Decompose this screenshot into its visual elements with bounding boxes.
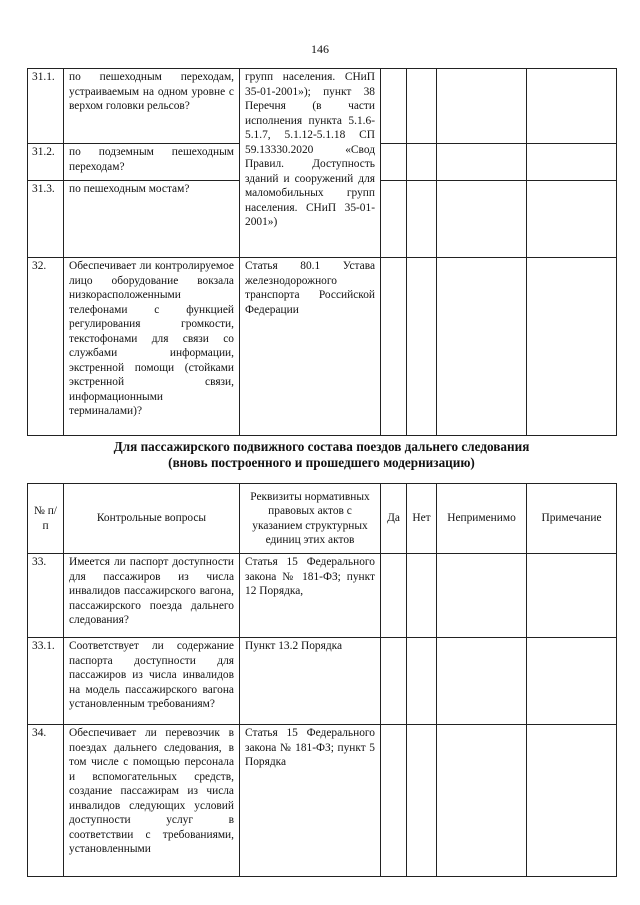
- row-number: 33.1.: [28, 638, 64, 725]
- legal-requisites: Статья 15 Федерального закона № 181-ФЗ; пункт 5 Порядка: [240, 725, 381, 877]
- control-question: по подземным пешеходным переходам?: [64, 144, 240, 181]
- control-question: Обеспечивает ли контролируемое лицо оборудование вокзала низкорасположенными телефонами с функцией регулирования громкости, текстофонами для связи со службами информации, экстренной помощи (стойками экстренной связи, информационными терминалами)?: [64, 258, 240, 436]
- row-number: 31.2.: [28, 144, 64, 181]
- legal-requisites: Пункт 13.2 Порядка: [240, 638, 381, 725]
- section-title: [27, 439, 616, 471]
- note-cell[interactable]: [527, 144, 617, 181]
- row-number: 31.3.: [28, 181, 64, 258]
- row-number: 33.: [28, 554, 64, 638]
- answer-na-cell[interactable]: [437, 181, 527, 258]
- control-question: Имеется ли паспорт доступности для пассажиров из числа инвалидов пассажирского вагона, пассажирского поезда дальнего следования?: [64, 554, 240, 638]
- answer-no-cell[interactable]: [407, 725, 437, 877]
- control-question: Обеспечивает ли перевозчик в поездах дальнего следования, в том числе с помощью персонала и вспомогательных средств, создание пассажирам из числа инвалидов следующих условий доступности услуг в соответствии с требованиями, установленными: [64, 725, 240, 877]
- header-questions: Контрольные вопросы: [64, 484, 240, 554]
- checklist-table-bottom: [27, 483, 617, 877]
- table-row: [28, 638, 617, 725]
- note-cell[interactable]: [527, 258, 617, 436]
- answer-na-cell[interactable]: [437, 638, 527, 725]
- table-row: [28, 725, 617, 877]
- answer-no-cell[interactable]: [407, 144, 437, 181]
- answer-na-cell[interactable]: [437, 554, 527, 638]
- answer-yes-cell[interactable]: [381, 725, 407, 877]
- answer-yes-cell[interactable]: [381, 181, 407, 258]
- row-number: 32.: [28, 258, 64, 436]
- answer-no-cell[interactable]: [407, 69, 437, 144]
- answer-no-cell[interactable]: [407, 638, 437, 725]
- note-cell[interactable]: [527, 725, 617, 877]
- checklist-table-top: [27, 68, 617, 436]
- answer-na-cell[interactable]: [437, 258, 527, 436]
- table-header-row: [28, 484, 617, 554]
- header-not-applicable: Неприменимо: [437, 484, 527, 554]
- legal-requisites: Статья 80.1 Устава железнодорожного транспорта Российской Федерации: [240, 258, 381, 436]
- answer-na-cell[interactable]: [437, 69, 527, 144]
- table-row: [28, 69, 617, 144]
- table-row: [28, 258, 617, 436]
- legal-requisites: Статья 15 Федерального закона № 181-ФЗ; пункт 12 Порядка,: [240, 554, 381, 638]
- header-requisites: Реквизиты нормативных правовых актов с указанием структурных единиц этих актов: [240, 484, 381, 554]
- header-yes: Да: [381, 484, 407, 554]
- note-cell[interactable]: [527, 69, 617, 144]
- note-cell[interactable]: [527, 181, 617, 258]
- section-subtitle-line: (вновь построенного и прошедшего модернизацию): [168, 455, 475, 470]
- header-number: № п/п: [28, 484, 64, 554]
- answer-no-cell[interactable]: [407, 554, 437, 638]
- note-cell[interactable]: [527, 554, 617, 638]
- answer-yes-cell[interactable]: [381, 638, 407, 725]
- answer-na-cell[interactable]: [437, 725, 527, 877]
- control-question: по пешеходным переходам, устраиваемым на одном уровне с верхом головки рельсов?: [64, 69, 240, 144]
- control-question: по пешеходным мостам?: [64, 181, 240, 258]
- control-question: Соответствует ли содержание паспорта доступности для пассажиров из числа инвалидов на модель пассажирского вагона установленным требованиям?: [64, 638, 240, 725]
- answer-yes-cell[interactable]: [381, 554, 407, 638]
- header-no: Нет: [407, 484, 437, 554]
- answer-yes-cell[interactable]: [381, 258, 407, 436]
- answer-yes-cell[interactable]: [381, 69, 407, 144]
- table-row: [28, 554, 617, 638]
- answer-no-cell[interactable]: [407, 258, 437, 436]
- answer-yes-cell[interactable]: [381, 144, 407, 181]
- answer-na-cell[interactable]: [437, 144, 527, 181]
- row-number: 31.1.: [28, 69, 64, 144]
- answer-no-cell[interactable]: [407, 181, 437, 258]
- row-number: 34.: [28, 725, 64, 877]
- page-number: 146: [311, 42, 329, 56]
- note-cell[interactable]: [527, 638, 617, 725]
- section-title-line: Для пассажирского подвижного состава поездов дальнего следования: [113, 439, 530, 454]
- legal-requisites: групп населения. СНиП 35-01-2001»); пункт 38 Перечня (в части исполнения пункта 5.1.6-5.1.7, 5.1.12-5.1.18 СП 59.13330.2020 «Свод Правил. Доступность зданий и сооружений для маломобильных групп населения. СНиП 35-01-2001»): [240, 69, 381, 258]
- header-note: Примечание: [527, 484, 617, 554]
